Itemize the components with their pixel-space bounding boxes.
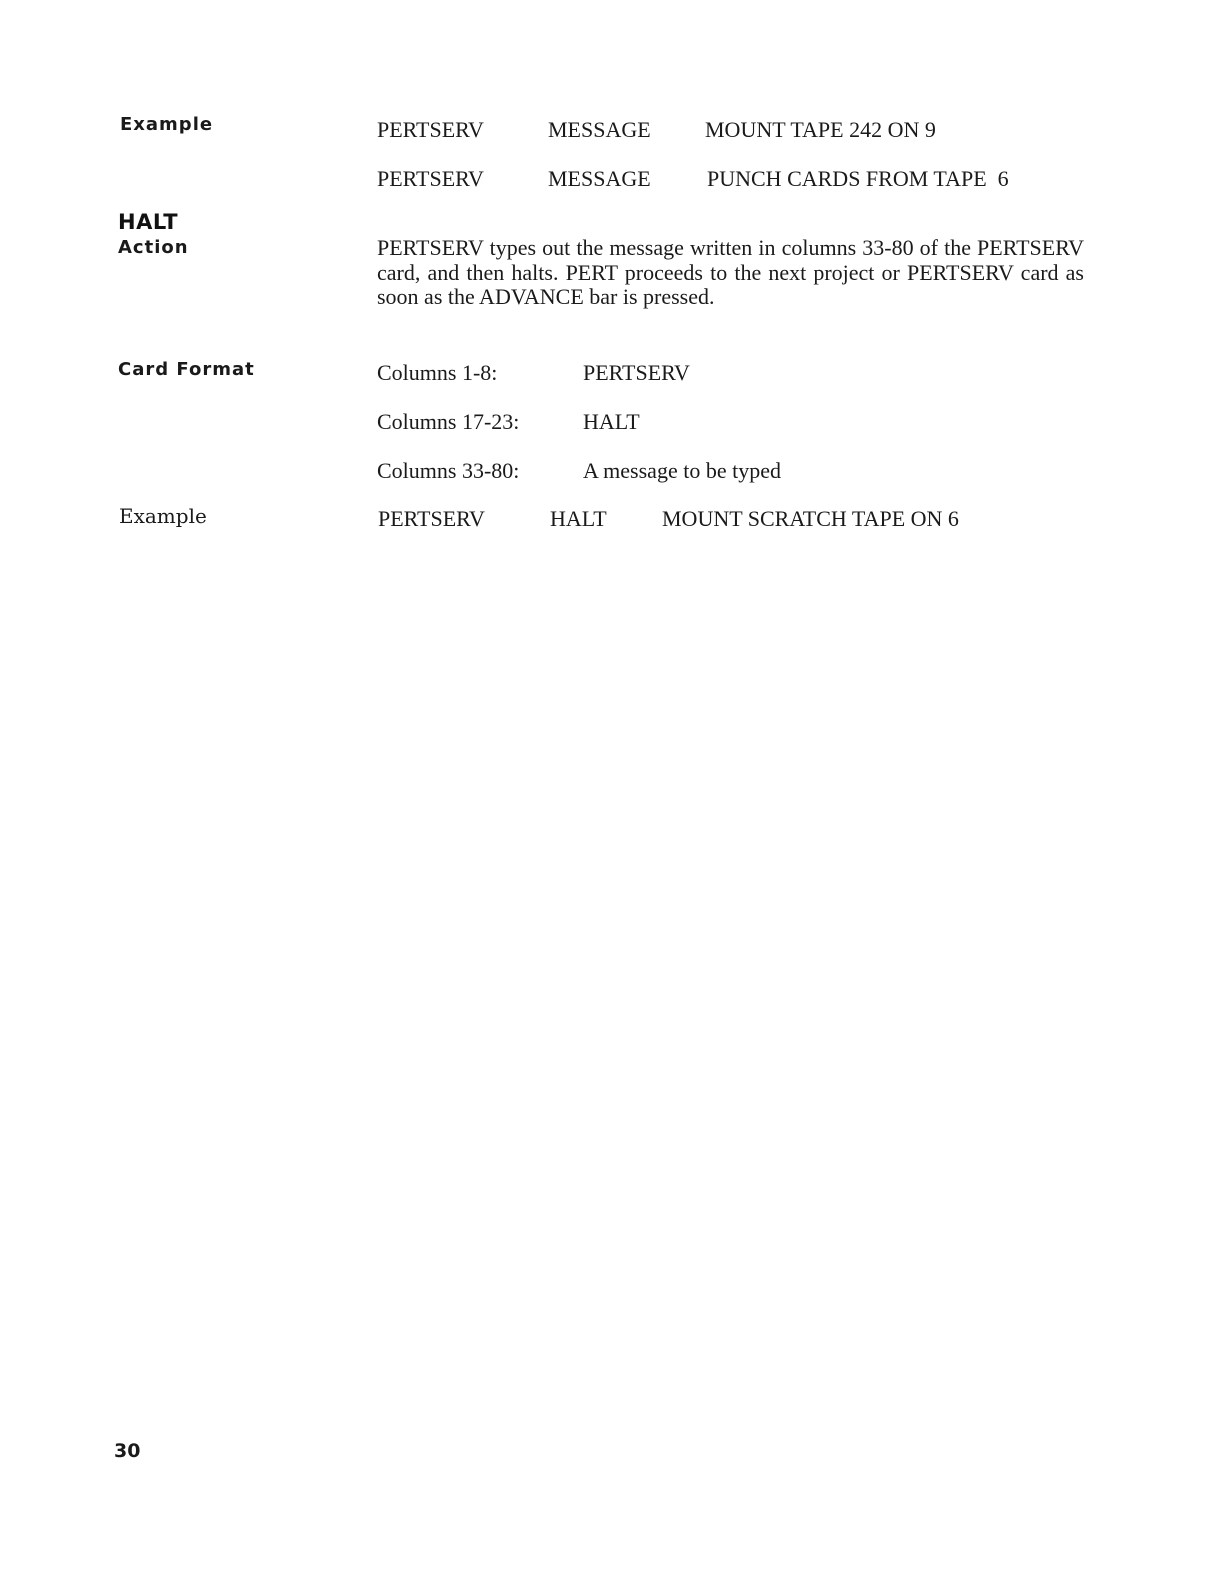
message-example-2-col2: MESSAGE xyxy=(548,166,651,191)
card-format-columns-3: Columns 33-80: xyxy=(377,458,520,483)
card-format-value-2: HALT xyxy=(583,409,640,434)
message-example-1-col3: MOUNT TAPE 242 ON 9 xyxy=(705,117,936,142)
action-description: PERTSERV types out the message written in columns 33-80 of the PERTSERV card, and then halts. PERT proceeds to the next project or PERTSERV card as soon as the ADVANCE bar is pressed. xyxy=(377,235,1084,309)
halt-example-col1: PERTSERV xyxy=(378,506,485,531)
halt-heading: HALT xyxy=(118,210,179,234)
message-example-1-col2: MESSAGE xyxy=(548,117,651,142)
example-label-halt: Example xyxy=(119,504,207,528)
halt-example-col3: MOUNT SCRATCH TAPE ON 6 xyxy=(662,506,959,531)
message-example-2-col3: PUNCH CARDS FROM TAPE 6 xyxy=(707,166,1009,191)
card-format-value-1: PERTSERV xyxy=(583,360,690,385)
card-format-columns-1: Columns 1-8: xyxy=(377,360,498,385)
card-format-label: Card Format xyxy=(118,359,255,380)
card-format-columns-2: Columns 17-23: xyxy=(377,409,520,434)
message-example-1-col1: PERTSERV xyxy=(377,117,484,142)
halt-example-col2: HALT xyxy=(550,506,607,531)
page-number: 30 xyxy=(114,1440,141,1462)
example-label-message: Example xyxy=(120,114,214,135)
card-format-value-3: A message to be typed xyxy=(583,458,781,483)
message-example-2-col1: PERTSERV xyxy=(377,166,484,191)
action-label: Action xyxy=(118,237,189,258)
